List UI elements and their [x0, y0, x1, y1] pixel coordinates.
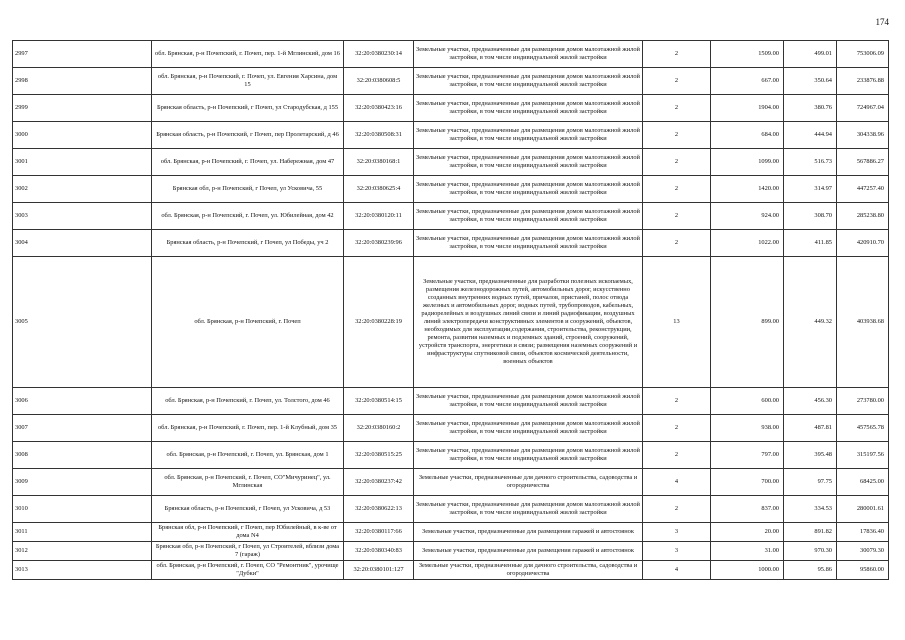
category-cell: 2	[643, 176, 711, 203]
category-cell: 4	[643, 469, 711, 496]
category-cell: 2	[643, 203, 711, 230]
page-number: 174	[875, 17, 889, 27]
cadastral-value-table	[12, 40, 889, 580]
cadastral-number-cell: 32:20:0380622:13	[344, 496, 414, 523]
category-cell: 2	[643, 122, 711, 149]
cadastral-value-cell: 447257.40	[837, 176, 889, 203]
cadastral-number-cell: 32:20:0380508:31	[344, 122, 414, 149]
unit-value-cell: 411.85	[784, 230, 837, 257]
address-cell: Брянская область, р-н Почепский, г Почеп, ул Стародубская, д 155	[152, 95, 344, 122]
unit-value-cell: 516.73	[784, 149, 837, 176]
table-body	[13, 41, 889, 580]
row-number: 3006	[13, 388, 152, 415]
category-cell: 2	[643, 230, 711, 257]
unit-value-cell: 499.01	[784, 41, 837, 68]
cadastral-number-cell: 32:20:0380120:11	[344, 203, 414, 230]
area-cell: 797.00	[711, 442, 784, 469]
table-row	[13, 542, 889, 561]
category-cell: 3	[643, 523, 711, 542]
address-cell: обл. Брянская, р-н Почепский, г. Почеп, ул. Набережная, дом 47	[152, 149, 344, 176]
cadastral-value-cell: 285238.80	[837, 203, 889, 230]
table-row	[13, 561, 889, 580]
area-cell: 1904.00	[711, 95, 784, 122]
unit-value-cell: 456.30	[784, 388, 837, 415]
row-number: 3005	[13, 257, 152, 388]
land-use-cell: Земельные участки, предназначенные для размещения домов малоэтажной жилой застройки, в том числе индивидуальной жилой застройки	[414, 176, 643, 203]
row-number: 3012	[13, 542, 152, 561]
address-cell: Брянская область, р-н Почепский, г Почеп, ул Усковича, д 53	[152, 496, 344, 523]
area-cell: 1420.00	[711, 176, 784, 203]
cadastral-number-cell: 32:20:0380515:25	[344, 442, 414, 469]
table-row	[13, 257, 889, 388]
row-number: 3009	[13, 469, 152, 496]
unit-value-cell: 449.32	[784, 257, 837, 388]
address-cell: обл. Брянская, р-н Почепский, г. Почеп, СО"Мичуринец", ул. Мглинская	[152, 469, 344, 496]
category-cell: 4	[643, 561, 711, 580]
address-cell: обл. Брянская, р-н Почепский, г. Почеп	[152, 257, 344, 388]
area-cell: 1099.00	[711, 149, 784, 176]
table-row	[13, 203, 889, 230]
table-row	[13, 95, 889, 122]
unit-value-cell: 97.75	[784, 469, 837, 496]
area-cell: 837.00	[711, 496, 784, 523]
area-cell: 899.00	[711, 257, 784, 388]
cadastral-value-cell: 95860.00	[837, 561, 889, 580]
area-cell: 1509.00	[711, 41, 784, 68]
category-cell: 2	[643, 442, 711, 469]
area-cell: 1000.00	[711, 561, 784, 580]
cadastral-value-cell: 567886.27	[837, 149, 889, 176]
unit-value-cell: 334.53	[784, 496, 837, 523]
table-row	[13, 230, 889, 257]
area-cell: 684.00	[711, 122, 784, 149]
category-cell: 2	[643, 68, 711, 95]
address-cell: обл. Брянская, р-н Почепский, г. Почеп, пер. 1-й Мглинский, дом 16	[152, 41, 344, 68]
land-use-cell: Земельные участки, предназначенные для размещения домов малоэтажной жилой застройки, в том числе индивидуальной жилой застройки	[414, 68, 643, 95]
address-cell: Брянская обл, р-н Почепский, г Почеп, пер Юбилейный, в к-ве от дома N4	[152, 523, 344, 542]
land-use-cell: Земельные участки, предназначенные для размещения домов малоэтажной жилой застройки, в том числе индивидуальной жилой застройки	[414, 41, 643, 68]
land-use-cell: Земельные участки, предназначенные для размещения домов малоэтажной жилой застройки, в том числе индивидуальной жилой застройки	[414, 149, 643, 176]
table-row	[13, 415, 889, 442]
cadastral-number-cell: 32:20:0380423:16	[344, 95, 414, 122]
category-cell: 2	[643, 496, 711, 523]
land-use-cell: Земельные участки, предназначенные для размещения домов малоэтажной жилой застройки, в том числе индивидуальной жилой застройки	[414, 388, 643, 415]
land-use-cell: Земельные участки, предназначенные для разработки полезных ископаемых, размещения железнодорожных путей, автомобильных дорог, искусственно созданных внутренних водных путей, причалов, пристаней, полос отвода железных и автомобильных дорог, водных путей, трубопроводов, кабельных, радиорелейных и воздушных линий связи и линий радиофикации, воздушных линий электропередачи конструктивных элементов и сооружений, объектов, необходимых для эксплуатации,содержания, строительства, реконструкции, ремонта, развития наземных и подземных зданий, строений, сооружений, устройств транспорта, энергетики и связи; размещения наземных сооружений и инфраструктуры спутниковой связи, объектов космической деятельности, военных объектов	[414, 257, 643, 388]
cadastral-number-cell: 32:20:0380230:14	[344, 41, 414, 68]
cadastral-number-cell: 32:20:0380514:15	[344, 388, 414, 415]
cadastral-number-cell: 32:20:0380237:42	[344, 469, 414, 496]
unit-value-cell: 314.97	[784, 176, 837, 203]
table-row	[13, 442, 889, 469]
cadastral-value-cell: 304338.96	[837, 122, 889, 149]
category-cell: 2	[643, 41, 711, 68]
category-cell: 2	[643, 388, 711, 415]
table-row	[13, 149, 889, 176]
address-cell: Брянская область, р-н Почепский, г Почеп, ул Победы, уч 2	[152, 230, 344, 257]
unit-value-cell: 350.64	[784, 68, 837, 95]
row-number: 3004	[13, 230, 152, 257]
cadastral-number-cell: 32:20:0380228:19	[344, 257, 414, 388]
land-use-cell: Земельные участки, предназначенные для размещения домов малоэтажной жилой застройки, в том числе индивидуальной жилой застройки	[414, 122, 643, 149]
unit-value-cell: 308.70	[784, 203, 837, 230]
area-cell: 20.00	[711, 523, 784, 542]
table-row	[13, 469, 889, 496]
area-cell: 700.00	[711, 469, 784, 496]
land-use-cell: Земельные участки, предназначенные для размещения домов малоэтажной жилой застройки, в том числе индивидуальной жилой застройки	[414, 230, 643, 257]
unit-value-cell: 95.86	[784, 561, 837, 580]
row-number: 3001	[13, 149, 152, 176]
row-number: 3003	[13, 203, 152, 230]
cadastral-value-cell: 724967.04	[837, 95, 889, 122]
table-row	[13, 523, 889, 542]
row-number: 2999	[13, 95, 152, 122]
area-cell: 667.00	[711, 68, 784, 95]
address-cell: обл. Брянская, р-н Почепский, г. Почеп, ул. Брянская, дом 1	[152, 442, 344, 469]
row-number: 3000	[13, 122, 152, 149]
address-cell: Брянская обл, р-н Почепский, г Почеп, ул Усковича, 55	[152, 176, 344, 203]
cadastral-number-cell: 32:20:0380239:96	[344, 230, 414, 257]
cadastral-value-cell: 273780.00	[837, 388, 889, 415]
unit-value-cell: 444.94	[784, 122, 837, 149]
unit-value-cell: 970.30	[784, 542, 837, 561]
land-use-cell: Земельные участки, предназначенные для размещения домов малоэтажной жилой застройки, в том числе индивидуальной жилой застройки	[414, 496, 643, 523]
cadastral-value-cell: 280001.61	[837, 496, 889, 523]
row-number: 3011	[13, 523, 152, 542]
land-use-cell: Земельные участки, предназначенные для размещения домов малоэтажной жилой застройки, в том числе индивидуальной жилой застройки	[414, 442, 643, 469]
table-row	[13, 496, 889, 523]
cadastral-number-cell: 32:20:0380117:66	[344, 523, 414, 542]
land-use-cell: Земельные участки, предназначенные для размещения домов малоэтажной жилой застройки, в том числе индивидуальной жилой застройки	[414, 203, 643, 230]
row-number: 3002	[13, 176, 152, 203]
cadastral-number-cell: 32:20:0380608:5	[344, 68, 414, 95]
category-cell: 3	[643, 542, 711, 561]
cadastral-value-cell: 457565.78	[837, 415, 889, 442]
address-cell: Брянская область, р-н Почепский, г Почеп, пер Пролетарский, д 46	[152, 122, 344, 149]
table-row	[13, 41, 889, 68]
row-number: 2997	[13, 41, 152, 68]
table-row	[13, 388, 889, 415]
table-row	[13, 68, 889, 95]
unit-value-cell: 380.76	[784, 95, 837, 122]
category-cell: 2	[643, 95, 711, 122]
category-cell: 13	[643, 257, 711, 388]
cadastral-value-cell: 315197.56	[837, 442, 889, 469]
category-cell: 2	[643, 149, 711, 176]
table-row	[13, 122, 889, 149]
land-use-cell: Земельные участки, предназначенные для размещения домов малоэтажной жилой застройки, в том числе индивидуальной жилой застройки	[414, 415, 643, 442]
area-cell: 31.00	[711, 542, 784, 561]
cadastral-value-cell: 68425.00	[837, 469, 889, 496]
cadastral-number-cell: 32:20:0380101:127	[344, 561, 414, 580]
row-number: 3008	[13, 442, 152, 469]
unit-value-cell: 487.81	[784, 415, 837, 442]
cadastral-value-cell: 17836.40	[837, 523, 889, 542]
area-cell: 938.00	[711, 415, 784, 442]
unit-value-cell: 891.82	[784, 523, 837, 542]
land-use-cell: Земельные участки, предназначенные для дачного строительства, садоводства и огородничества	[414, 469, 643, 496]
cadastral-value-cell: 233876.88	[837, 68, 889, 95]
area-cell: 1022.00	[711, 230, 784, 257]
cadastral-value-cell: 420910.70	[837, 230, 889, 257]
cadastral-number-cell: 32:20:0380340:83	[344, 542, 414, 561]
cadastral-value-cell: 403938.68	[837, 257, 889, 388]
cadastral-number-cell: 32:20:0380625:4	[344, 176, 414, 203]
area-cell: 600.00	[711, 388, 784, 415]
cadastral-value-cell: 753006.09	[837, 41, 889, 68]
area-cell: 924.00	[711, 203, 784, 230]
table-row	[13, 176, 889, 203]
cadastral-number-cell: 32:20:0380168:1	[344, 149, 414, 176]
address-cell: обл. Брянская, р-н Почепский, г. Почеп, пер. 1-й Клубный, дом 35	[152, 415, 344, 442]
address-cell: Брянская обл, р-н Почепский, г Почеп, ул Строителей, вблизи дома 7 (гараж)	[152, 542, 344, 561]
land-use-cell: Земельные участки, предназначенные для размещения гаражей и автостоянок	[414, 542, 643, 561]
unit-value-cell: 395.48	[784, 442, 837, 469]
row-number: 2998	[13, 68, 152, 95]
row-number: 3007	[13, 415, 152, 442]
address-cell: обл. Брянская, р-н Почепский, г. Почеп, ул. Евгения Харсина, дом 15	[152, 68, 344, 95]
land-use-cell: Земельные участки, предназначенные для дачного строительства, садоводства и огородничества	[414, 561, 643, 580]
land-use-cell: Земельные участки, предназначенные для размещения домов малоэтажной жилой застройки, в том числе индивидуальной жилой застройки	[414, 95, 643, 122]
cadastral-number-cell: 32:20:0380160:2	[344, 415, 414, 442]
address-cell: обл. Брянская, р-н Почепский, г. Почеп, ул. Толстого, дом 46	[152, 388, 344, 415]
row-number: 3013	[13, 561, 152, 580]
category-cell: 2	[643, 415, 711, 442]
land-use-cell: Земельные участки, предназначенные для размещения гаражей и автостоянок	[414, 523, 643, 542]
cadastral-value-cell: 30079.30	[837, 542, 889, 561]
address-cell: обл. Брянская, р-н Почепский, г. Почеп, ул. Юбилейная, дом 42	[152, 203, 344, 230]
row-number: 3010	[13, 496, 152, 523]
address-cell: обл. Брянская, р-н Почепский, г. Почеп, СО "Ремонтник", урочище "Дубки"	[152, 561, 344, 580]
